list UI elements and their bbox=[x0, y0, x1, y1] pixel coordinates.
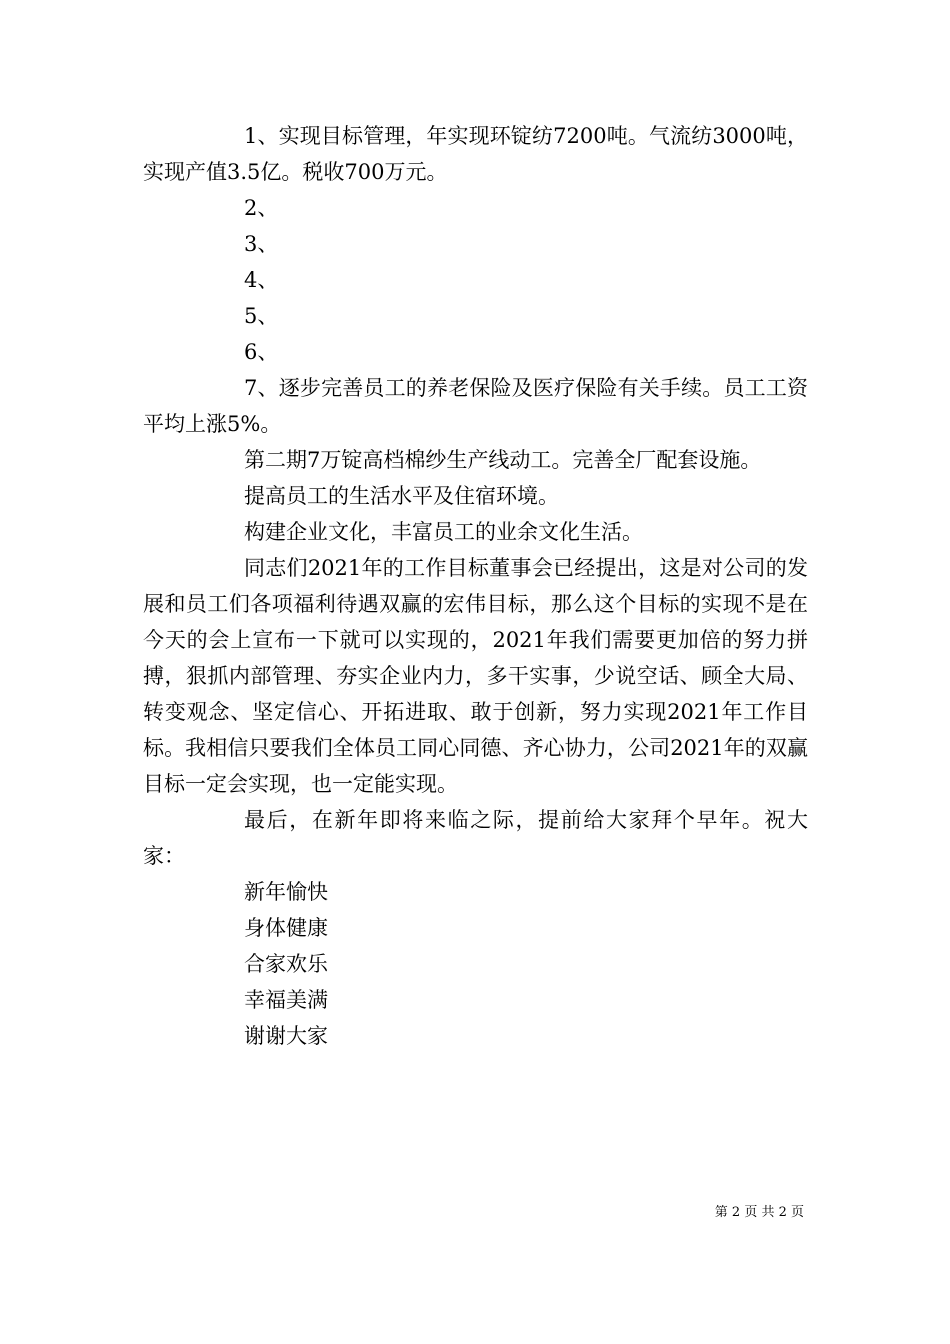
closing-paragraph: 最后，在新年即将来临之际，提前给大家拜个早年。祝大家： bbox=[143, 808, 808, 868]
document-body bbox=[143, 118, 808, 1054]
goal-item-3: 3、 bbox=[244, 232, 279, 256]
goal-item-2: 2、 bbox=[244, 196, 279, 220]
thanks-line: 谢谢大家 bbox=[244, 1024, 328, 1048]
goal-item-7: 7、逐步完善员工的养老保险及医疗保险有关手续。员工工资平均上涨5%。 bbox=[143, 376, 808, 436]
wish-line: 合家欢乐 bbox=[244, 952, 328, 976]
goal-item-1: 1、实现目标管理，年实现环锭纺7200吨。气流纺3000吨，实现产值3.5亿。税收700万元。 bbox=[143, 124, 808, 184]
production-line-paragraph: 第二期7万锭高档棉纱生产线动工。完善全厂配套设施。 bbox=[244, 448, 762, 472]
main-speech-paragraph: 同志们2021年的工作目标董事会已经提出，这是对公司的发展和员工们各项福利待遇双赢的宏伟目标，那么这个目标的实现不是在今天的会上宣布一下就可以实现的，2021年我们需要更加倍的努力拼搏，狠抓内部管理、夯实企业内力，多干实事，少说空话、顾全大局、转变观念、坚定信心、开拓进取、敢于创新，努力实现2021年工作目标。我相信只要我们全体员工同心同德、齐心协力，公司2021年的双赢目标一定会实现，也一定能实现。 bbox=[143, 556, 808, 796]
corporate-culture-paragraph: 构建企业文化，丰富员工的业余文化生活。 bbox=[244, 520, 643, 544]
goal-item-6: 6、 bbox=[244, 340, 279, 364]
wish-line: 幸福美满 bbox=[244, 988, 328, 1012]
goal-item-4: 4、 bbox=[244, 268, 279, 292]
wish-line: 新年愉快 bbox=[244, 880, 328, 904]
living-standard-paragraph: 提高员工的生活水平及住宿环境。 bbox=[244, 484, 559, 508]
wish-line: 身体健康 bbox=[244, 916, 328, 940]
page-number-footer: 第 2 页 共 2 页 bbox=[714, 1205, 804, 1220]
goal-item-5: 5、 bbox=[244, 304, 279, 328]
